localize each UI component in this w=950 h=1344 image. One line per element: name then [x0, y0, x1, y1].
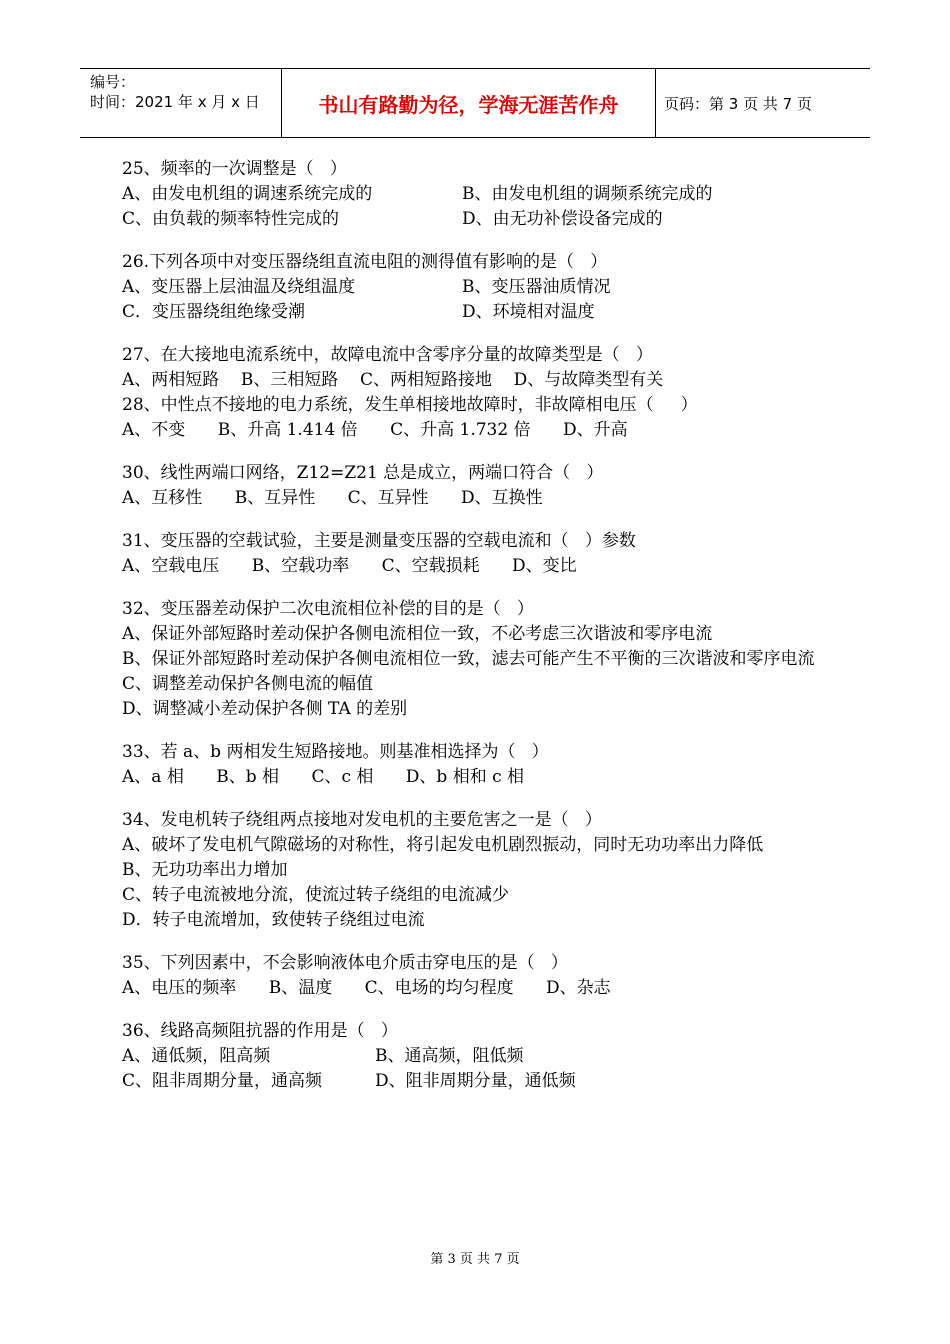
- question-stem: 30、线性两端口网络，Z12=Z21 总是成立，两端口符合（ ）: [122, 463, 604, 483]
- question-30: [122, 461, 842, 511]
- question-36: [122, 1019, 842, 1094]
- question-stem: 27、在大接地电流系统中，故障电流中含零序分量的故障类型是（ ）: [122, 345, 653, 365]
- question-31: [122, 529, 842, 579]
- option-a: A、由发电机组的调速系统完成的: [122, 184, 373, 204]
- question-33: [122, 740, 842, 790]
- option-d: D、环境相对温度: [462, 302, 595, 322]
- option-c: C、阻非周期分量，通高频: [122, 1071, 323, 1091]
- question-stem: 36、线路高频阻抗器的作用是（ ）: [122, 1021, 398, 1041]
- question-25: [122, 157, 842, 232]
- option-a: A、保证外部短路时差动保护各侧电流相位一致，不必考虑三次谐波和零序电流: [122, 624, 713, 644]
- time-label: 时间：2021 年 x 月 x 日: [90, 93, 260, 111]
- page-footer: 第 3 页 共 7 页: [430, 1252, 520, 1267]
- option-b: B、无功功率出力增加: [122, 860, 288, 880]
- option-d: D、阻非周期分量，通低频: [375, 1071, 576, 1091]
- question-stem: 28、中性点不接地的电力系统，发生单相接地故障时，非故障相电压（ ）: [122, 395, 698, 415]
- question-options: A、不变 B、升高 1.414 倍 C、升高 1.732 倍 D、升高: [122, 420, 628, 440]
- option-d: D、调整减小差动保护各侧 TA 的差别: [122, 699, 408, 719]
- question-28: [122, 393, 842, 443]
- question-stem: 31、变压器的空载试验，主要是测量变压器的空载电流和（ ）参数: [122, 531, 636, 551]
- option-b: B、由发电机组的调频系统完成的: [462, 184, 713, 204]
- number-label: 编号：: [90, 73, 136, 91]
- option-a: A、通低频，阻高频: [122, 1046, 271, 1066]
- question-34: [122, 808, 842, 933]
- option-b: B、保证外部短路时差动保护各侧电流相位一致，滤去可能产生不平衡的三次谐波和零序电流: [122, 649, 815, 669]
- question-stem: 25、频率的一次调整是（ ）: [122, 159, 347, 179]
- question-stem: 26.下列各项中对变压器绕组直流电阻的测得值有影响的是（ ）: [122, 252, 608, 272]
- header-page-info: 页码：第 3 页 共 7 页: [664, 94, 812, 113]
- question-stem: 33、若 a、b 两相发生短路接地。则基准相选择为（ ）: [122, 742, 549, 762]
- question-list: [122, 157, 842, 1112]
- question-options: A、空载电压 B、空载功率 C、空载损耗 D、变比: [122, 556, 577, 576]
- question-options: A、两相短路 B、三相短路 C、两相短路接地 D、与故障类型有关: [122, 370, 664, 390]
- question-32: [122, 597, 842, 722]
- question-26: [122, 250, 842, 325]
- option-a: A、破坏了发电机气隙磁场的对称性，将引起发电机剧烈振动，同时无功功率出力降低: [122, 835, 764, 855]
- question-27: [122, 343, 842, 393]
- question-options: A、电压的频率 B、温度 C、电场的均匀程度 D、杂志: [122, 978, 611, 998]
- option-b: B、变压器油质情况: [462, 277, 611, 297]
- option-c: C．变压器绕组绝缘受潮: [122, 302, 306, 322]
- question-stem: 34、发电机转子绕组两点接地对发电机的主要危害之一是（ ）: [122, 810, 602, 830]
- question-options: A、互移性 B、互异性 C、互异性 D、互换性: [122, 488, 543, 508]
- option-c: C、转子电流被地分流，使流过转子绕组的电流减少: [122, 885, 510, 905]
- header-meta: [80, 69, 282, 137]
- option-b: B、通高频，阻低频: [375, 1046, 524, 1066]
- header-table: [80, 68, 870, 138]
- option-d: D．转子电流增加，致使转子绕组过电流: [122, 910, 425, 930]
- question-stem: 35、下列因素中，不会影响液体电介质击穿电压的是（ ）: [122, 953, 568, 973]
- question-stem: 32、变压器差动保护二次电流相位补偿的目的是（ ）: [122, 599, 534, 619]
- header-motto: 书山有路勤为径，学海无涯苦作舟: [282, 69, 656, 137]
- question-options: A、a 相 B、b 相 C、c 相 D、b 相和 c 相: [122, 767, 525, 787]
- option-c: C、调整差动保护各侧电流的幅值: [122, 674, 374, 694]
- option-a: A、变压器上层油温及绕组温度: [122, 277, 356, 297]
- option-c: C、由负载的频率特性完成的: [122, 209, 340, 229]
- option-d: D、由无功补偿设备完成的: [462, 209, 663, 229]
- question-35: [122, 951, 842, 1001]
